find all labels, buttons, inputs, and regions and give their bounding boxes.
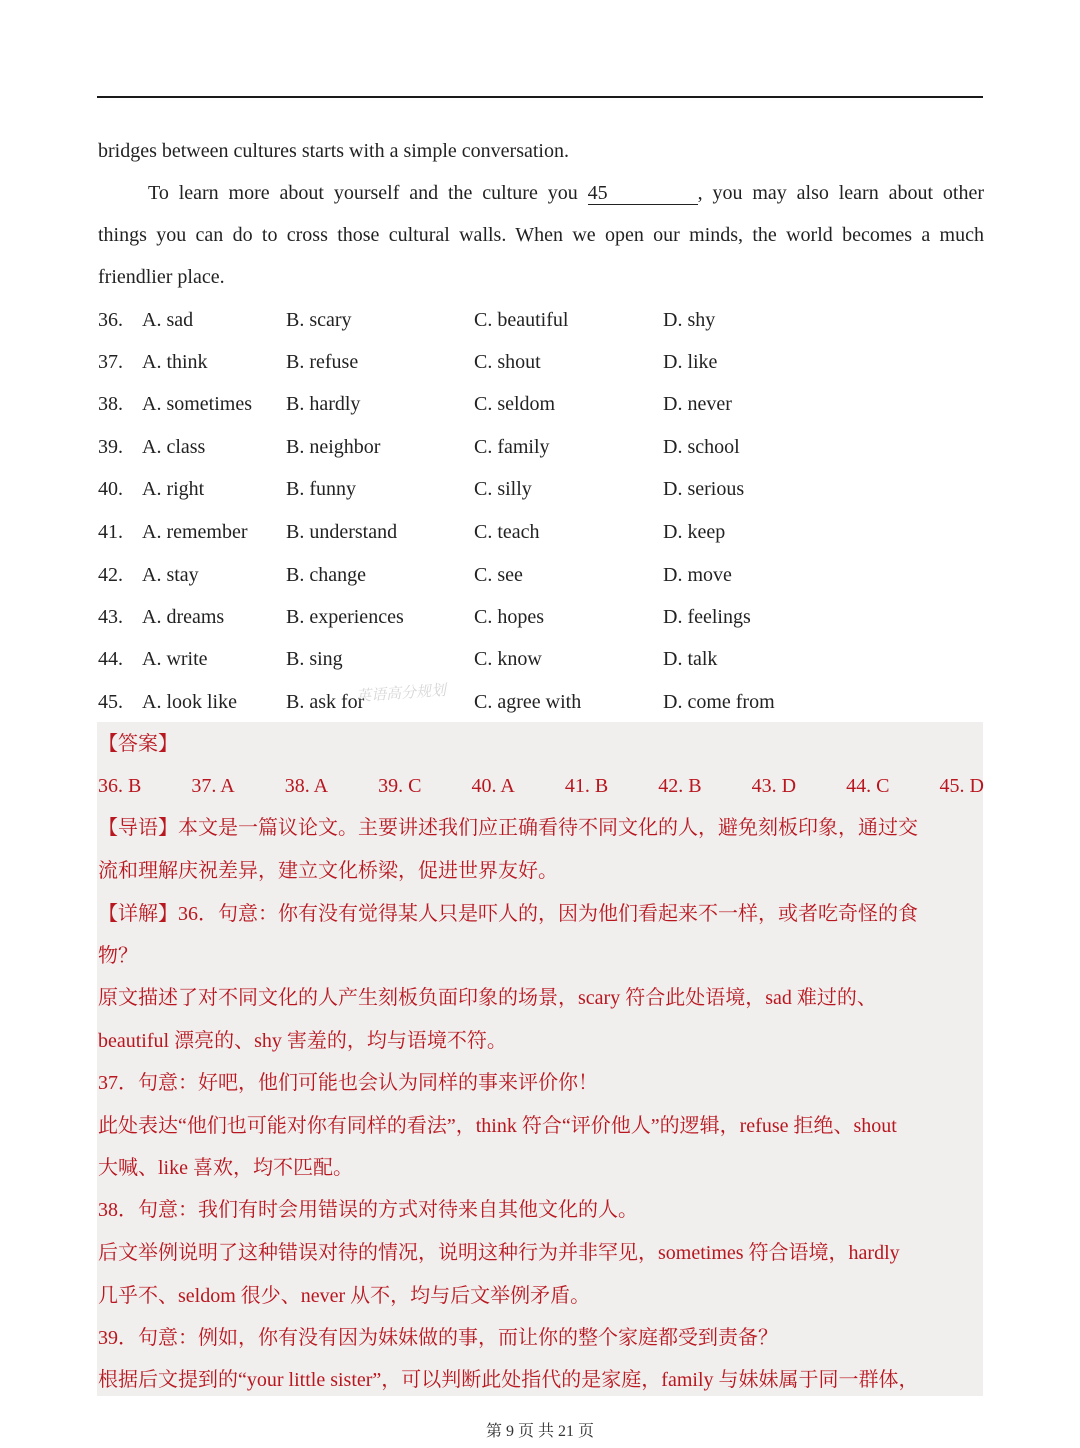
answer-key: 37. A [191, 775, 235, 797]
option-d: D. like [663, 351, 718, 373]
header-rule [97, 96, 983, 98]
question-number: 36. [98, 309, 123, 331]
option-a: A. sad [142, 309, 194, 331]
answer-key: 40. A [471, 775, 515, 797]
answer-key: 39. C [378, 775, 422, 797]
answer-heading: 【答案】 [98, 733, 178, 755]
option-d: D. move [663, 564, 732, 586]
intro-line: 流和理解庆祝差异，建立文化桥梁，促进世界友好。 [98, 860, 558, 882]
option-c: C. family [474, 436, 550, 458]
passage-line: friendlier place. [98, 266, 225, 288]
option-c: C. seldom [474, 393, 556, 415]
passage-text: , you may also learn about other [697, 182, 984, 204]
option-b: B. neighbor [286, 436, 381, 458]
option-a: A. look like [142, 691, 237, 713]
question-number: 38. [98, 393, 123, 415]
option-c: C. hopes [474, 606, 544, 628]
option-a: A. write [142, 648, 208, 670]
passage-line: bridges between cultures starts with a simple conversation. [98, 140, 569, 162]
question-number: 43. [98, 606, 123, 628]
detail-line: 【详解】36．句意：你有没有觉得某人只是吓人的，因为他们看起来不一样，或者吃奇怪的食 [98, 903, 918, 925]
option-a: A. class [142, 436, 206, 458]
answer-key: 36. B [98, 775, 142, 797]
detail-line: 37．句意：好吧，他们可能也会认为同样的事来评价你！ [98, 1072, 598, 1094]
option-b: B. ask for [286, 691, 365, 713]
detail-line: 几乎不、seldom 很少、never 从不，均与后文举例矛盾。 [98, 1285, 591, 1307]
option-b: B. funny [286, 478, 356, 500]
detail-line: 39．句意：例如，你有没有因为妹妹做的事，而让你的整个家庭都受到责备？ [98, 1327, 778, 1349]
answer-key: 41. B [564, 775, 609, 797]
page-number: 第 9 页 共 21 页 [485, 1423, 594, 1440]
option-d: D. feelings [663, 606, 751, 628]
option-c: C. silly [474, 478, 532, 500]
option-d: D. talk [663, 648, 718, 670]
question-number: 42. [98, 564, 123, 586]
option-b: B. understand [286, 521, 398, 543]
answer-key: 44. C [846, 775, 890, 797]
passage-text: To learn more about yourself and the culture you [148, 182, 578, 204]
option-d: D. school [663, 436, 740, 458]
question-number: 39. [98, 436, 123, 458]
option-b: B. refuse [286, 351, 359, 373]
option-a: A. sometimes [142, 393, 252, 415]
option-d: D. come from [663, 691, 775, 713]
option-c: C. shout [474, 351, 541, 373]
option-a: A. right [142, 478, 205, 500]
detail-line: 物？ [98, 945, 138, 967]
option-d: D. never [663, 393, 732, 415]
watermark: 英语高分规划 [355, 682, 447, 706]
question-number: 40. [98, 478, 123, 500]
option-a: A. think [142, 351, 208, 373]
passage-line: things you can do to cross those cultural walls. When we open our minds, the world becomes a much [98, 224, 984, 246]
option-b: B. hardly [286, 393, 361, 415]
option-b: B. scary [286, 309, 352, 331]
option-c: C. agree with [474, 691, 582, 713]
blank-45: 45 [588, 182, 698, 205]
option-c: C. see [474, 564, 523, 586]
option-d: D. shy [663, 309, 716, 331]
answer-key: 43. D [751, 775, 797, 797]
detail-line: 后文举例说明了这种错误对待的情况，说明这种行为并非罕见，sometimes 符合语境，hardly [98, 1242, 900, 1264]
option-c: C. beautiful [474, 309, 569, 331]
option-d: D. serious [663, 478, 745, 500]
answer-key: 38. A [284, 775, 329, 797]
option-c: C. teach [474, 521, 540, 543]
option-a: A. dreams [142, 606, 225, 628]
question-number: 45. [98, 691, 123, 713]
option-a: A. stay [142, 564, 199, 586]
detail-line: 此处表达“他们也可能对你有同样的看法”，think 符合“评价他人”的逻辑，refuse 拒绝、shout [98, 1115, 897, 1137]
option-b: B. sing [286, 648, 343, 670]
answer-key: 45. D [939, 775, 984, 797]
question-number: 44. [98, 648, 123, 670]
answer-key-row [98, 772, 984, 800]
intro-line: 【导语】本文是一篇议论文。主要讲述我们应正确看待不同文化的人，避免刻板印象，通过交 [98, 817, 918, 839]
option-a: A. remember [142, 521, 248, 543]
question-number: 37. [98, 351, 123, 373]
detail-line: 38．句意：我们有时会用错误的方式对待来自其他文化的人。 [98, 1199, 638, 1221]
option-d: D. keep [663, 521, 726, 543]
detail-line: 原文描述了对不同文化的人产生刻板负面印象的场景，scary 符合此处语境，sad 难过的、 [98, 987, 877, 1009]
passage-line [98, 179, 984, 207]
detail-line: 根据后文提到的“your little sister”，可以判断此处指代的是家庭，family 与妹妹属于同一群体， [98, 1369, 919, 1391]
option-c: C. know [474, 648, 542, 670]
detail-line: 大喊、like 喜欢，均不匹配。 [98, 1157, 353, 1179]
option-b: B. change [286, 564, 366, 586]
answer-key: 42. B [658, 775, 702, 797]
option-b: B. experiences [286, 606, 404, 628]
detail-line: beautiful 漂亮的、shy 害羞的，均与语境不符。 [98, 1030, 507, 1052]
question-number: 41. [98, 521, 123, 543]
